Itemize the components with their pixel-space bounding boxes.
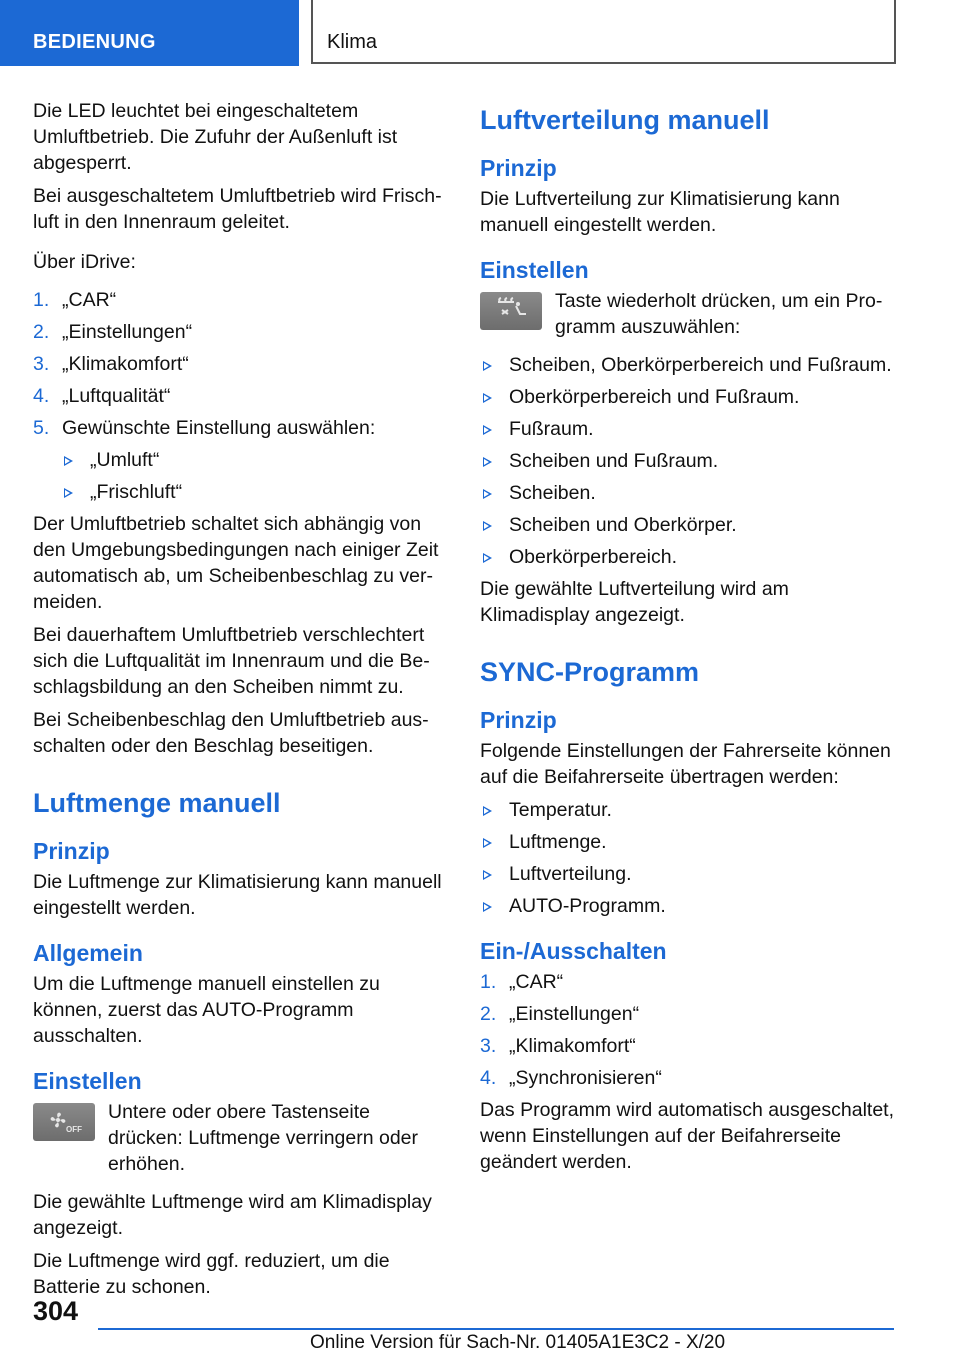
list-item <box>33 351 447 377</box>
list-item: Fußraum. <box>480 416 894 442</box>
list-item: Scheiben und Oberkörper. <box>480 512 894 538</box>
list-item: 2. „Einstellungen“ <box>480 1003 640 1025</box>
step-number: 3. <box>33 353 50 375</box>
list-item <box>33 415 447 441</box>
list-item: Scheiben, Oberkörperbereich und Fußraum. <box>480 352 894 378</box>
distribution-options <box>480 352 894 570</box>
step-number: 2. <box>33 321 50 343</box>
triangle-bullet-icon <box>483 361 492 371</box>
footer-divider <box>98 1328 894 1330</box>
paragraph: Die gewählte Luftverteilung wird am Klimadisplay angezeigt. <box>480 578 789 626</box>
triangle-bullet-icon <box>483 553 492 563</box>
sync-settings-list <box>480 797 894 919</box>
heading-prinzip: Prinzip <box>480 707 557 733</box>
triangle-bullet-icon <box>483 902 492 912</box>
triangle-bullet-icon <box>483 838 492 848</box>
distribution-button-row <box>480 288 894 340</box>
right-column <box>480 98 894 1182</box>
paragraph: Das Programm wird automatisch ausgeschaltet, wenn Einstellungen auf der Beifahrerseite geändert werden. <box>480 1099 895 1173</box>
button-description: Taste wiederholt drücken, um ein Programm auszuwählen: <box>555 290 883 338</box>
fan-button-row <box>33 1099 447 1177</box>
list-item: Oberkörperbereich. <box>480 544 894 570</box>
triangle-bullet-icon <box>64 488 73 498</box>
list-item: Scheiben und Fußraum. <box>480 448 894 474</box>
triangle-bullet-icon <box>64 456 73 466</box>
step-text: „Klimakomfort“ <box>62 353 189 375</box>
triangle-bullet-icon <box>483 393 492 403</box>
sub-options <box>33 447 447 505</box>
step-number: 2. <box>480 1003 497 1025</box>
triangle-bullet-icon <box>483 521 492 531</box>
left-column <box>33 98 447 1307</box>
heading-luftmenge-manuell: Luftmenge manuell <box>33 788 281 818</box>
idrive-steps <box>33 287 447 441</box>
list-item: 3. „Klimakomfort“ <box>480 1035 636 1057</box>
triangle-bullet-icon <box>483 457 492 467</box>
list-item: Temperatur. <box>480 797 894 823</box>
fan-button-icon <box>33 1103 95 1141</box>
heading-ein-ausschalten: Ein-/Ausschalten <box>480 938 667 964</box>
step-text: Gewünschte Einstellung auswählen: <box>62 417 376 439</box>
section-tab: BEDIENUNG <box>0 0 299 66</box>
off-label: OFF <box>66 1125 82 1134</box>
page-number: 304 <box>33 1296 79 1326</box>
paragraph: Bei dauerhaftem Umluftbetrieb verschlechtert sich die Luftqualität im Innenraum und die Beschlagsbildung an den Scheiben nimmt zu. <box>33 624 430 698</box>
step-number: 1. <box>33 289 50 311</box>
paragraph: Die Luftmenge wird ggf. reduziert, um die Batterie zu schonen. <box>33 1250 390 1298</box>
button-description: Untere oder obere Tastenseite drücken: Luftmenge verringern oder erhöhen. <box>108 1101 419 1175</box>
list-item: AUTO-Programm. <box>480 893 894 919</box>
heading-einstellen: Einstellen <box>480 257 589 283</box>
paragraph: Die gewählte Luftmenge wird am Klimadisplay angezeigt. <box>33 1191 432 1239</box>
heading-prinzip: Prinzip <box>33 838 110 864</box>
triangle-bullet-icon <box>483 870 492 880</box>
step-number: 3. <box>480 1035 497 1057</box>
paragraph: Bei ausgeschaltetem Umluftbetrieb wird Frischluft in den Innenraum geleitet. <box>33 185 442 233</box>
paragraph: Bei Scheibenbeschlag den Umluftbetrieb ausschalten oder den Beschlag beseitigen. <box>33 709 429 757</box>
paragraph: Die Luftmenge zur Klimatisierung kann manuell eingestellt werden. <box>33 871 442 919</box>
heading-luftverteilung-manuell: Luftverteilung manuell <box>480 105 770 135</box>
list-item: 1. „CAR“ <box>480 971 564 993</box>
list-item: Oberkörperbereich und Fußraum. <box>480 384 894 410</box>
paragraph: Die LED leuchtet bei eingeschaltetem Umluftbetrieb. Die Zufuhr der Außenluft ist abgesperrt. <box>33 100 398 174</box>
list-item: Luftverteilung. <box>480 861 894 887</box>
step-number: 4. <box>480 1067 497 1089</box>
list-item: „Umluft“ <box>61 447 447 473</box>
list-item <box>33 383 447 409</box>
list-item <box>33 319 447 345</box>
list-item: „Frischluft“ <box>61 479 447 505</box>
sync-steps <box>480 969 894 1091</box>
paragraph: Folgende Einstellungen der Fahrerseite können auf die Beifahrerseite übertragen werden: <box>480 740 891 788</box>
list-item: Luftmenge. <box>480 829 894 855</box>
heading-allgemein: Allgemein <box>33 940 143 966</box>
heading-sync-programm: SYNC-Programm <box>480 657 700 687</box>
triangle-bullet-icon <box>483 425 492 435</box>
footer-online-version: Online Version für Sach-Nr. 01405A1E3C2 - X/20 <box>310 1332 726 1353</box>
heading-prinzip: Prinzip <box>480 155 557 181</box>
list-item <box>33 287 447 313</box>
paragraph: Die Luftverteilung zur Klimatisierung kann manuell eingestellt werden. <box>480 188 840 236</box>
step-text: „Einstellungen“ <box>62 321 193 343</box>
triangle-bullet-icon <box>483 489 492 499</box>
step-number: 1. <box>480 971 497 993</box>
page-header <box>0 0 960 66</box>
list-item: Scheiben. <box>480 480 894 506</box>
list-item: 4. „Synchronisieren“ <box>480 1067 662 1089</box>
step-text: „CAR“ <box>62 289 117 311</box>
step-number: 5. <box>33 417 50 439</box>
paragraph: Um die Luftmenge manuell einstellen zu können, zuerst das AUTO-Programm ausschalten. <box>33 973 380 1047</box>
paragraph: Über iDrive: <box>33 251 136 273</box>
air-distribution-icon <box>480 292 542 330</box>
heading-einstellen: Einstellen <box>33 1068 142 1094</box>
step-number: 4. <box>33 385 50 407</box>
chapter-tab: Klima <box>311 0 896 64</box>
paragraph: Der Umluftbetrieb schaltet sich abhängig von den Umgebungsbedingungen nach einiger Zeit automatisch ab, um Scheibenbeschlag zu vermeiden. <box>33 513 439 613</box>
triangle-bullet-icon <box>483 806 492 816</box>
step-text: „Luftqualität“ <box>62 385 171 407</box>
